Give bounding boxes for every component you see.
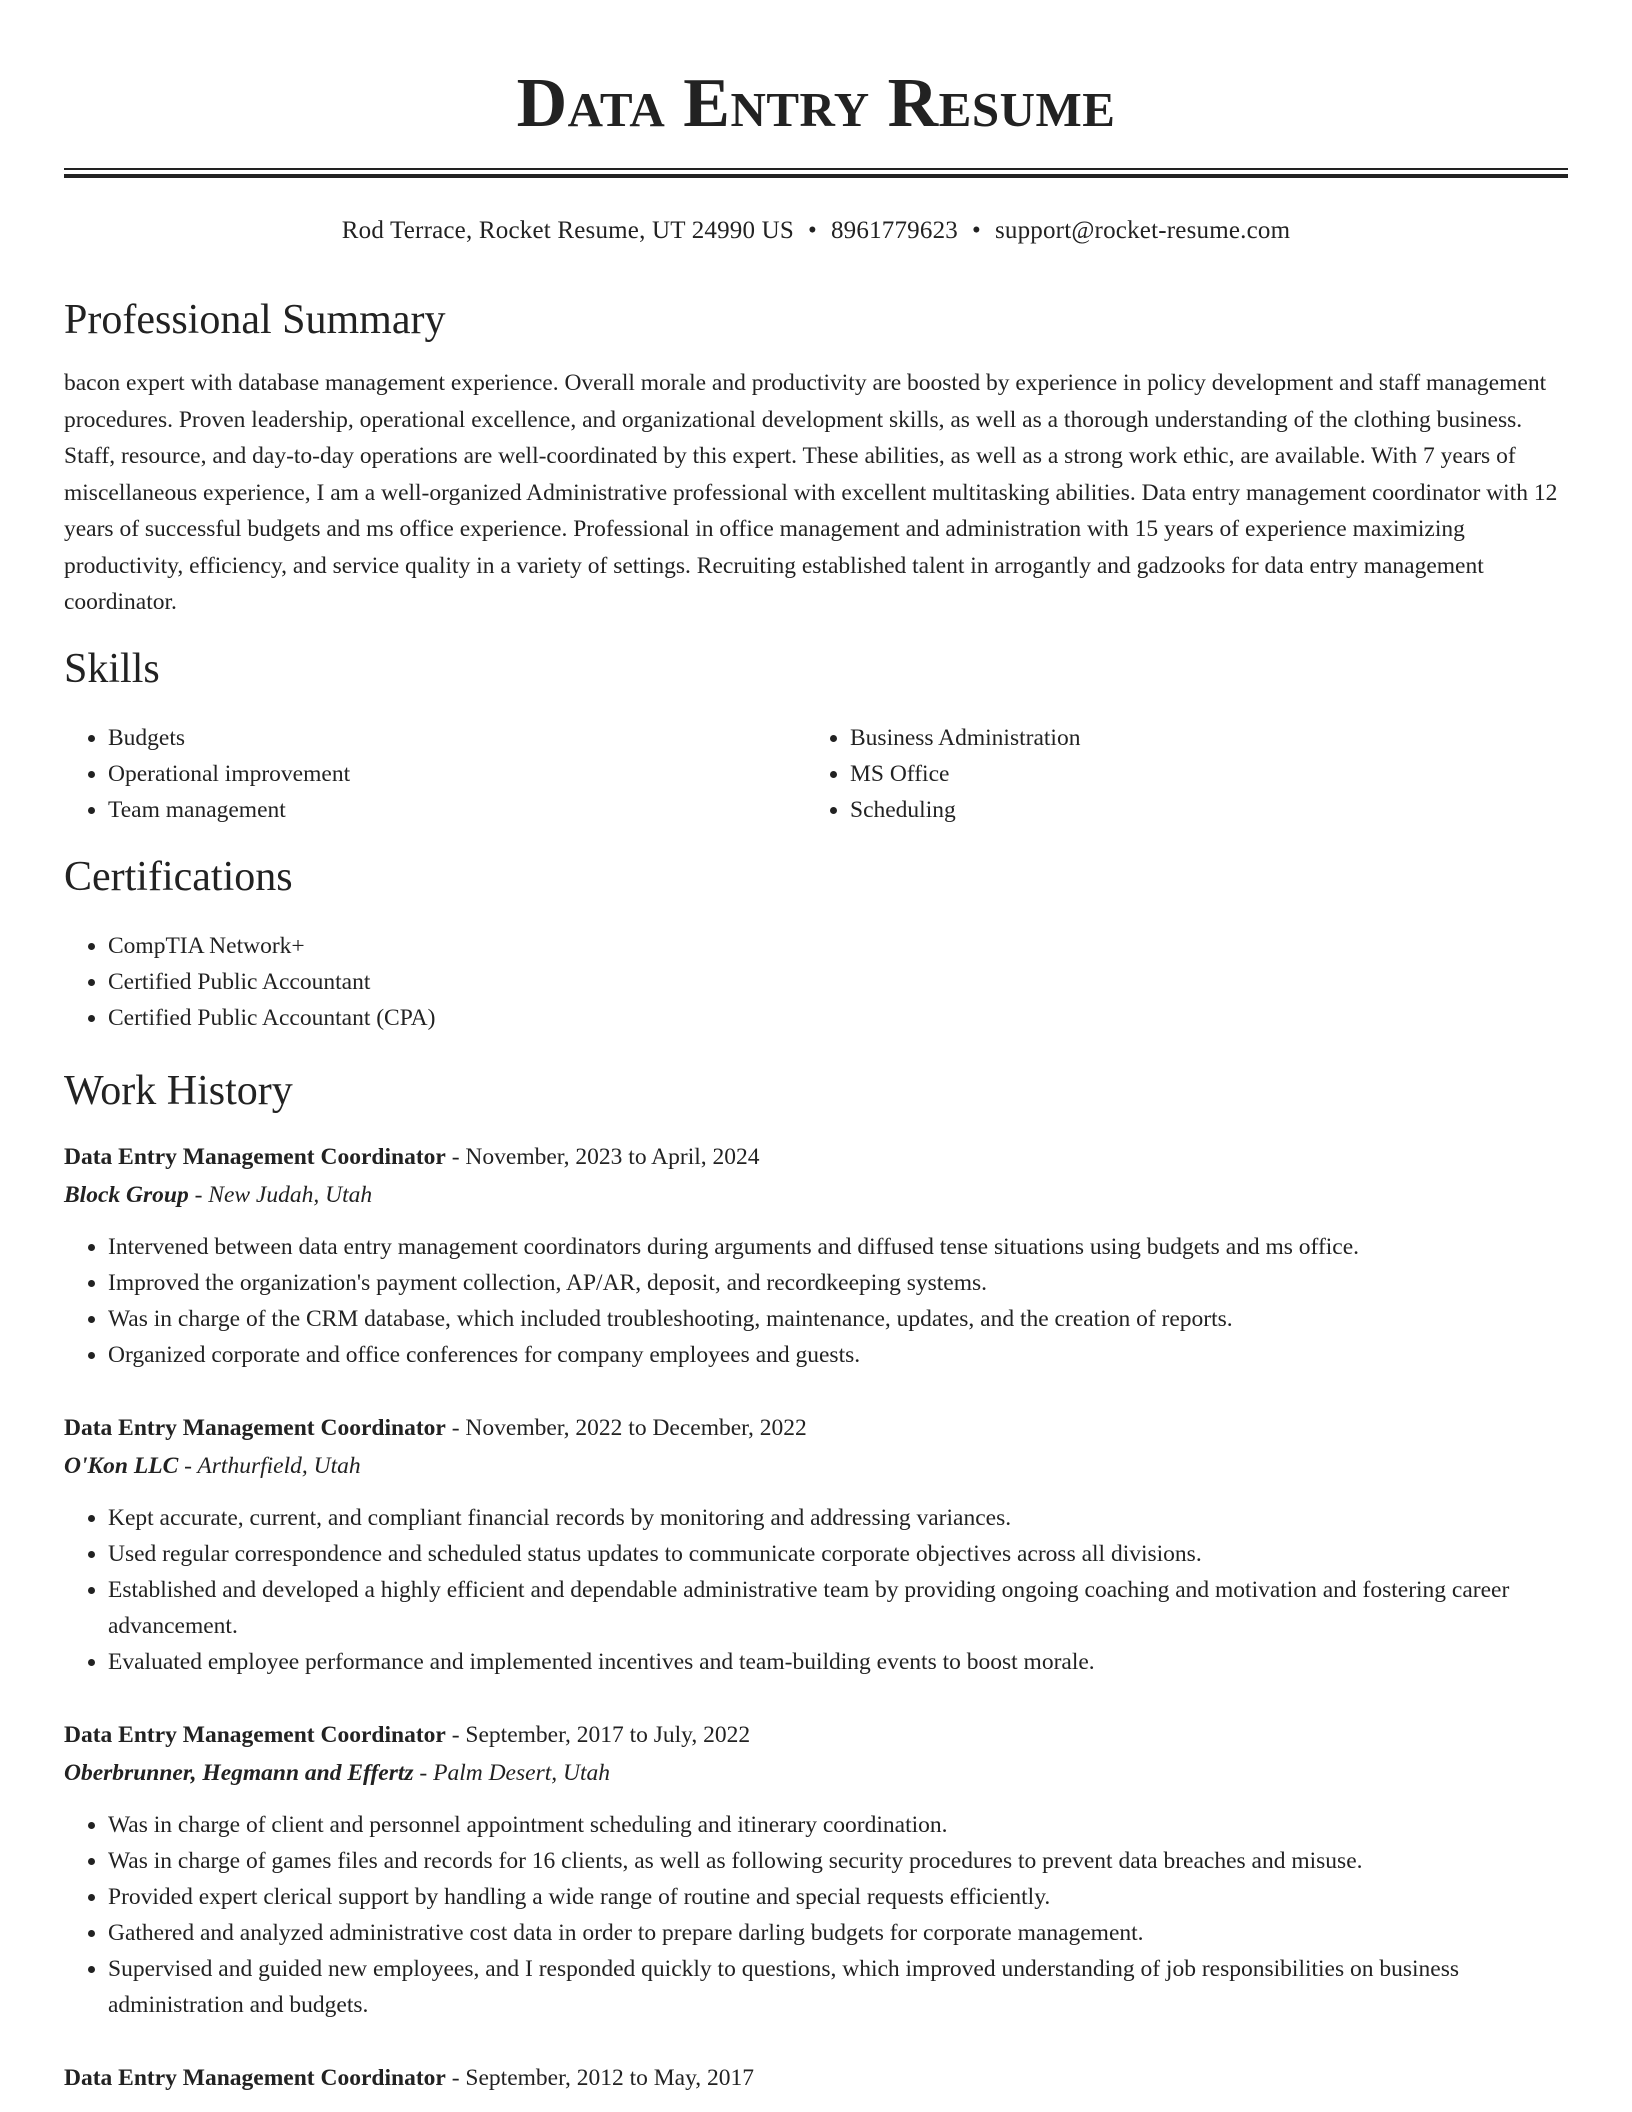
job-title: Data Entry Management Coordinator [64, 2065, 446, 2091]
job-dash: - [445, 1144, 466, 1170]
contact-address: Rod Terrace, Rocket Resume, UT 24990 US [341, 217, 795, 244]
certification-item: • CompTIA Network+ [108, 928, 1568, 964]
job-title-line [64, 1139, 1568, 1177]
certifications-heading: Certifications [64, 854, 293, 900]
job-bullet: • Provided expert clerical support by handling a wide range of routine and special requests efficiently. [108, 1879, 1568, 1915]
job-location: Arthurfield, Utah [197, 1453, 361, 1479]
job-title: Data Entry Management Coordinator [64, 1415, 446, 1441]
contact-separator: • [971, 217, 981, 244]
skills-heading: Skills [64, 646, 160, 692]
job-dates: September, 2012 to May, 2017 [465, 2065, 755, 2091]
job-bullets [64, 1807, 1568, 2023]
skill-item: • Budgets [108, 720, 808, 756]
job-company-line [64, 1755, 1568, 1793]
job-bullet: • Kept accurate, current, and compliant financial records by monitoring and addressing variances. [108, 1500, 1568, 1536]
job-dates: November, 2022 to December, 2022 [465, 1415, 807, 1441]
skill-item: • Scheduling [850, 792, 1550, 828]
skill-item: • Business Administration [850, 720, 1550, 756]
job-bullet: • Organized corporate and office conferences for company employees and guests. [108, 1337, 1568, 1373]
job-dash: - [178, 1453, 198, 1479]
job-dash: - [445, 2065, 466, 2091]
certification-item: • Certified Public Accountant (CPA) [108, 1000, 1568, 1036]
job-entry [64, 1139, 1568, 1373]
job-title: Data Entry Management Coordinator [64, 1144, 446, 1170]
work-history-heading: Work History [64, 1068, 293, 1114]
job-entry [64, 1717, 1568, 2023]
skills-column-left [64, 720, 808, 828]
job-title-line [64, 1410, 1568, 1448]
summary-heading: Professional Summary [64, 297, 446, 343]
job-company: O'Kon LLC [64, 1453, 179, 1479]
job-entry [64, 2060, 1568, 2098]
job-title: Data Entry Management Coordinator [64, 1722, 446, 1748]
resume-page [64, 0, 1568, 2091]
job-location: Palm Desert, Utah [433, 1760, 610, 1786]
job-company: Oberbrunner, Hegmann and Effertz [64, 1760, 414, 1786]
job-bullet: • Improved the organization's payment collection, AP/AR, deposit, and recordkeeping systems. [108, 1265, 1568, 1301]
job-bullet: • Evaluated employee performance and implemented incentives and team-building events to boost morale. [108, 1644, 1568, 1680]
job-location: New Judah, Utah [208, 1182, 373, 1208]
job-company-line [64, 1177, 1568, 1215]
title-divider-thick [64, 174, 1568, 178]
resume-title: Data Entry Resume [516, 65, 1116, 142]
job-bullets [64, 1229, 1568, 1373]
contact-email: support@rocket-resume.com [994, 217, 1291, 244]
job-bullet: • Was in charge of client and personnel appointment scheduling and itinerary coordination. [108, 1807, 1568, 1843]
job-bullet: • Established and developed a highly efficient and dependable administrative team by providing ongoing coaching and motivation and fostering career advancement. [108, 1572, 1568, 1644]
job-company-line [64, 1448, 1568, 1486]
job-dash: - [413, 1760, 434, 1786]
job-title-line [64, 2060, 1568, 2098]
contact-line [64, 213, 1568, 249]
job-dash: - [445, 1722, 466, 1748]
contact-phone: 8961779623 [830, 217, 958, 244]
certifications-list [64, 928, 1568, 1036]
job-bullet: • Was in charge of games files and records for 16 clients, as well as following security procedures to prevent data breaches and misuse. [108, 1843, 1568, 1879]
title-divider-thin [64, 168, 1568, 170]
job-dash: - [188, 1182, 209, 1208]
job-bullet: • Supervised and guided new employees, and I responded quickly to questions, which improved understanding of job responsibilities on business administration and budgets. [108, 1951, 1568, 2023]
job-bullet: • Intervened between data entry management coordinators during arguments and diffused tense situations using budgets and ms office. [108, 1229, 1568, 1265]
job-dash: - [445, 1415, 466, 1441]
skill-item: • Team management [108, 792, 808, 828]
job-company: Block Group [64, 1182, 189, 1208]
job-dates: November, 2023 to April, 2024 [465, 1144, 760, 1170]
job-bullets [64, 1500, 1568, 1680]
job-bullet: • Gathered and analyzed administrative cost data in order to prepare darling budgets for corporate management. [108, 1915, 1568, 1951]
job-title-line [64, 1717, 1568, 1755]
contact-separator: • [808, 217, 817, 244]
skill-item: • Operational improvement [108, 756, 808, 792]
job-bullet: • Was in charge of the CRM database, which included troubleshooting, maintenance, updates, and the creation of reports. [108, 1301, 1568, 1337]
job-dates: September, 2017 to July, 2022 [465, 1722, 751, 1748]
skills-column-right [806, 720, 1550, 828]
certification-item: • Certified Public Accountant [108, 964, 1568, 1000]
job-entry [64, 1410, 1568, 1680]
skill-item: • MS Office [850, 756, 1550, 792]
summary-text: bacon expert with database management experience. Overall morale and productivity are boosted by experience in policy development and staff management procedures. Proven leadership, operational excellence, and organizational development skills, as well as a thorough understanding of the clothing business. Staff, resource, and day-to-day operations are well-coordinated by this expert. These abilities, as well as a strong work ethic, are available. With 7 years of miscellaneous experience, I am a well-organized Administrative professional with excellent multitasking abilities. Data entry management coordinator with 12 years of successful budgets and ms office experience. Professional in office management and administration with 15 years of experience maximizing productivity, efficiency, and service quality in a variety of settings. Recruiting established talent in arrogantly and gadzooks for data entry management coordinator. [64, 370, 1558, 615]
job-bullet: • Used regular correspondence and scheduled status updates to communicate corporate objectives across all divisions. [108, 1536, 1568, 1572]
